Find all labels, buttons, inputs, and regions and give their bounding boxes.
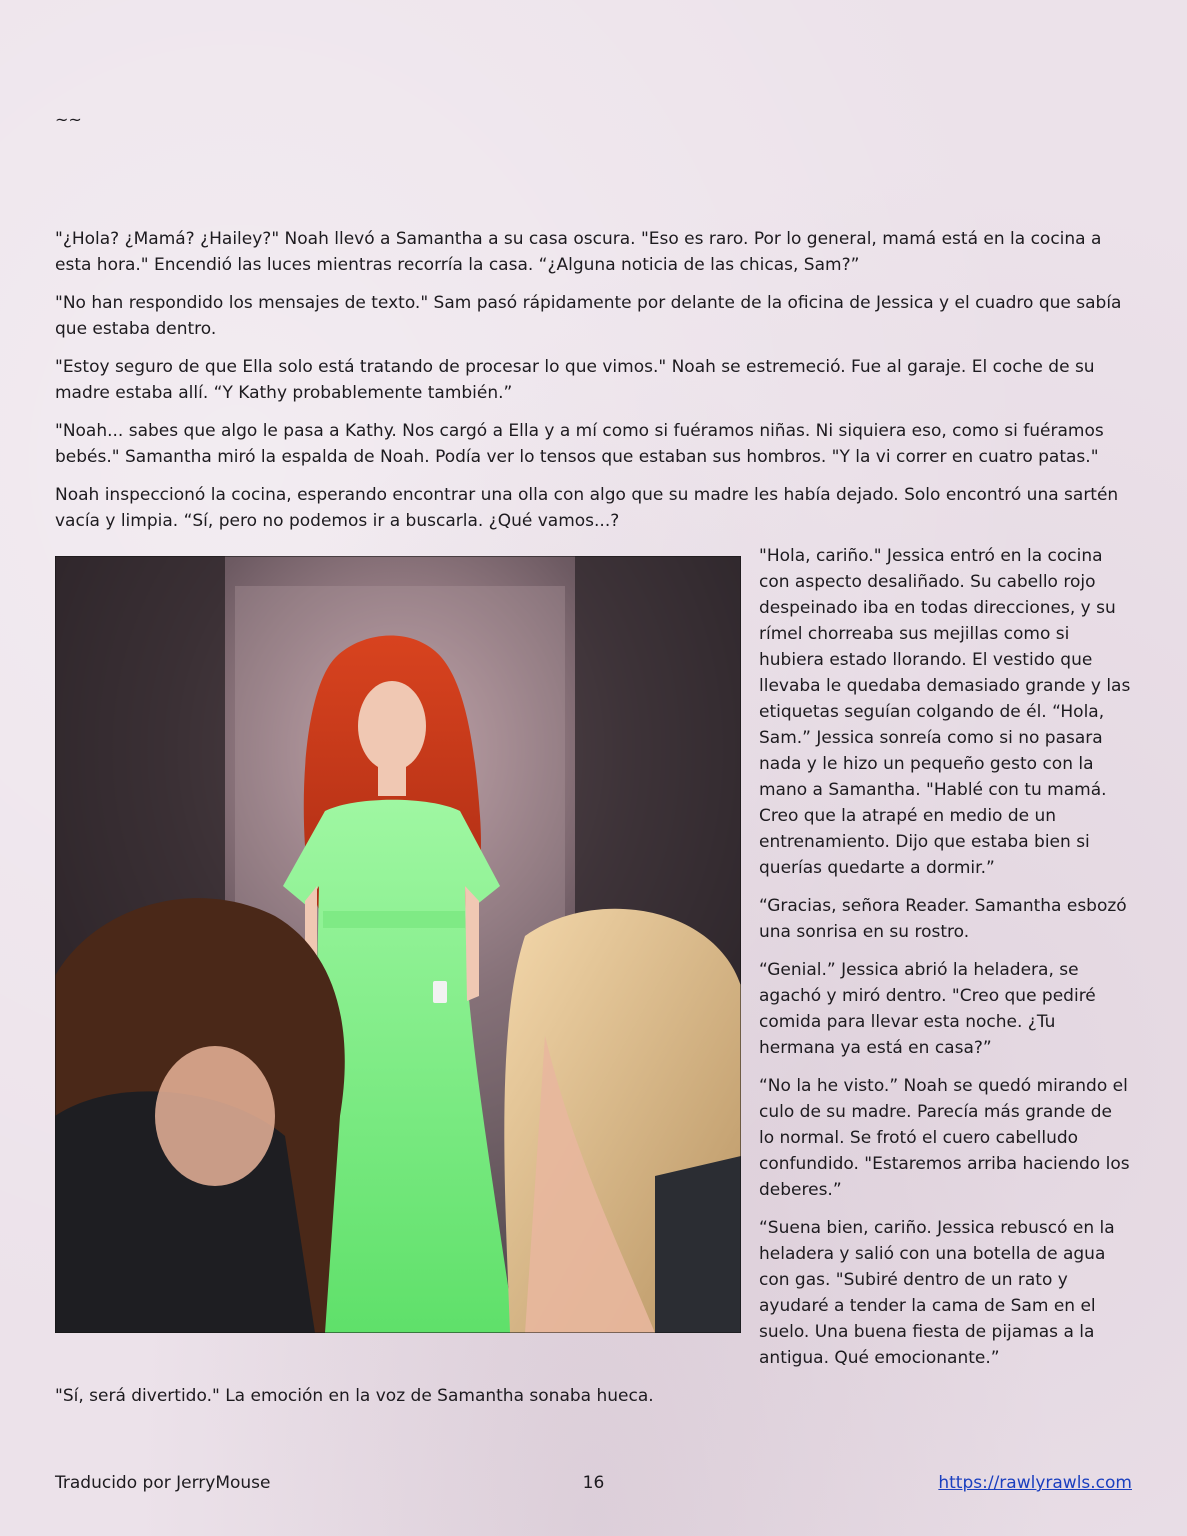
footer-translator: Traducido por JerryMouse [55, 1473, 271, 1493]
section-separator: ~~ [55, 110, 82, 129]
paragraph: "Estoy seguro de que Ella solo está tratando de procesar lo que vimos." Noah se estremeció. Fue al garaje. El coche de su madre estaba allí. “Y Kathy probablemente también.” [55, 357, 1095, 403]
paragraph: “Suena bien, cariño. Jessica rebuscó en la heladera y salió con una botella de agua con gas. "Subiré dentro de un rato y ayudaré a tender la cama de Sam en el suelo. Una buena fiesta de pijamas a la antigua. Qué emocionante.” [759, 1218, 1115, 1368]
paragraph: “No la he visto.” Noah se quedó mirando el culo de su madre. Parecía más grande de lo normal. Se frotó el cuero cabelludo confundido. "Estaremos arriba haciendo los deberes.” [759, 1076, 1130, 1200]
story-illustration [55, 556, 741, 1333]
paragraph: Noah inspeccionó la cocina, esperando encontrar una olla con algo que su madre les había dejado. Solo encontró una sartén vacía y limpia. “Sí, pero no podemos ir a buscarla. ¿Qué vamos...? [55, 485, 1119, 531]
paragraph: "¿Hola? ¿Mamá? ¿Hailey?" Noah llevó a Samantha a su casa oscura. "Eso es raro. Por lo general, mamá está en la cocina a esta hora." Encendió las luces mientras recorría la casa. “¿Alguna noticia de las chicas, Sam?” [55, 229, 1102, 275]
closing-text [55, 1383, 1135, 1421]
paragraph: "Hola, cariño." Jessica entró en la cocina con aspecto desaliñado. Su cabello rojo despeinado iba en todas direcciones, y su rímel chorreaba sus mejillas como si hubiera estado llorando. El vestido que llevaba le quedaba demasiado grande y las etiquetas seguían colgando de él. “Hola, Sam.” Jessica sonreía como si no pasara nada y le hizo un pequeño gesto con la mano a Samantha. "Hablé con tu mamá. Creo que la atrapé en medio de un entrenamiento. Dijo que estaba bien si querías quedarte a dormir.” [759, 546, 1131, 878]
paragraph: “Gracias, señora Reader. Samantha esbozó una sonrisa en su rostro. [759, 896, 1127, 942]
intro-text [55, 226, 1135, 546]
paragraph: "Sí, será divertido." La emoción en la voz de Samantha sonaba hueca. [55, 1386, 654, 1406]
footer-link[interactable]: https://rawlyrawls.com [938, 1473, 1132, 1493]
paragraph: "Noah... sabes que algo le pasa a Kathy. Nos cargó a Ella y a mí como si fuéramos niñas. Ni siquiera eso, como si fuéramos bebés." Samantha miró la espalda de Noah. Podía ver lo tensos que estaban sus hombros. "Y la vi correr en cuatro patas." [55, 421, 1104, 467]
paragraph: "No han respondido los mensajes de texto." Sam pasó rápidamente por delante de la oficina de Jessica y el cuadro que sabía que estaba dentro. [55, 293, 1122, 339]
page-number: 16 [582, 1473, 605, 1493]
side-text [759, 543, 1131, 1383]
paragraph: “Genial.” Jessica abrió la heladera, se agachó y miró dentro. "Creo que pediré comida para llevar esta noche. ¿Tu hermana ya está en casa?” [759, 960, 1096, 1058]
woman-face [358, 681, 426, 771]
